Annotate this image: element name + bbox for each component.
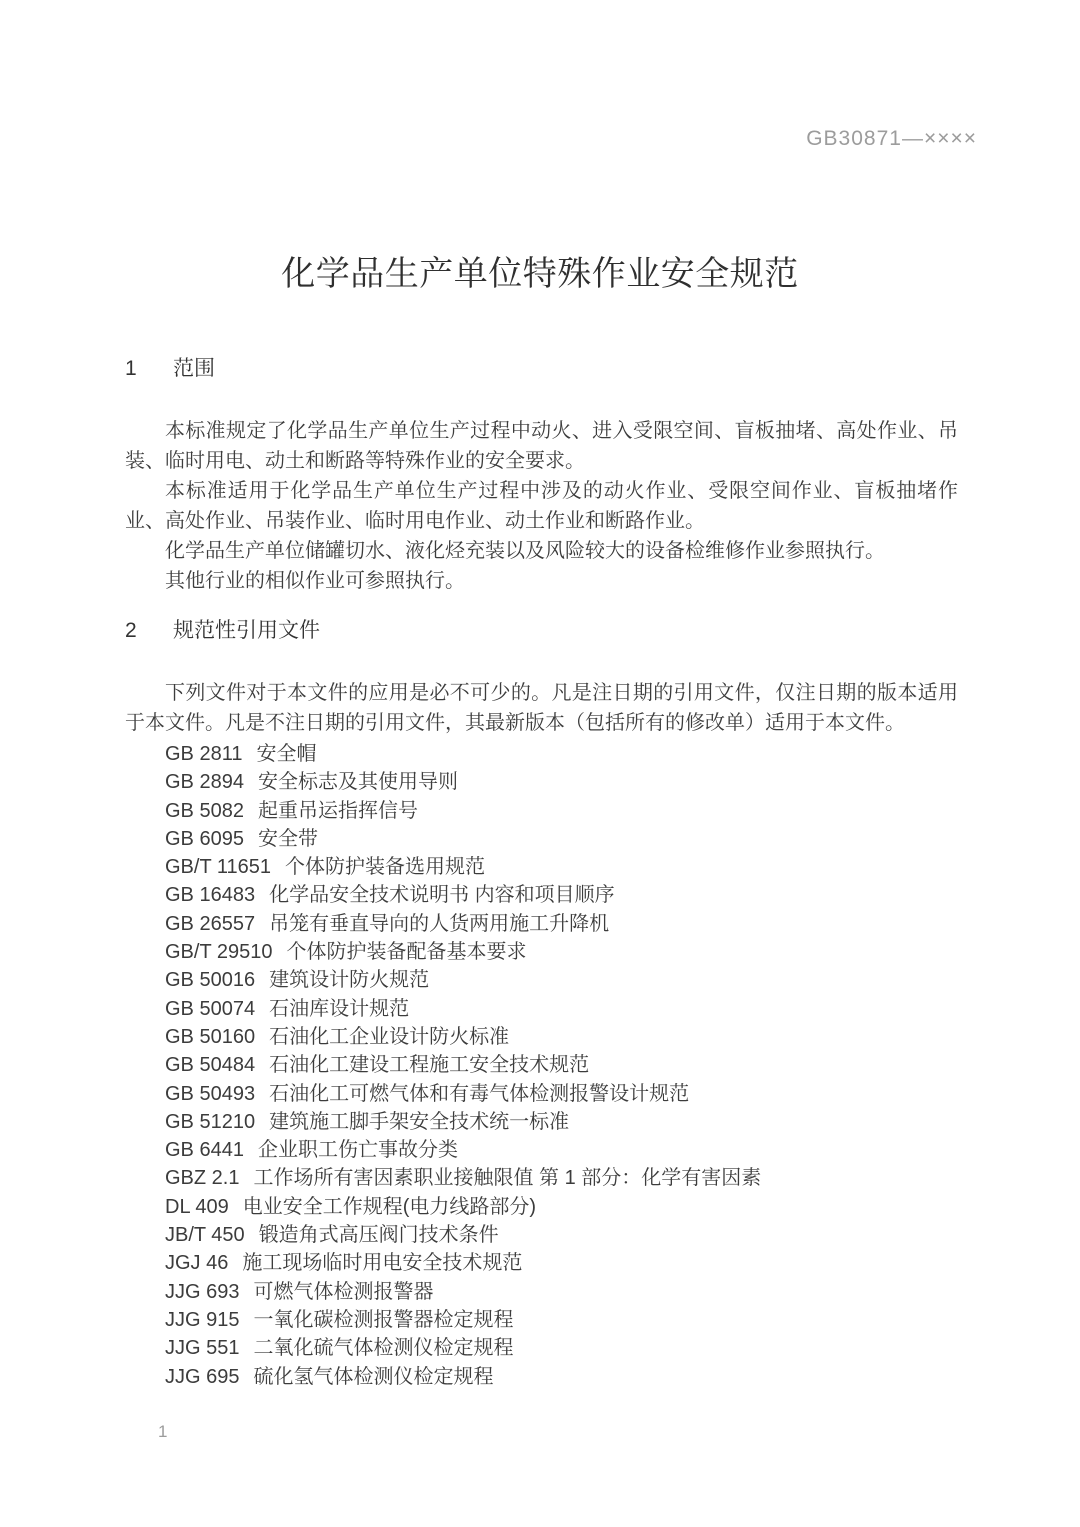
section-number: 2 bbox=[125, 619, 137, 642]
page-number: 1 bbox=[158, 1422, 168, 1441]
reference-item bbox=[165, 740, 958, 768]
reference-title: 安全帽 bbox=[256, 743, 317, 765]
reference-title: 石油库设计规范 bbox=[269, 997, 410, 1020]
reference-title: 锻造角式高压阀门技术条件 bbox=[258, 1224, 499, 1247]
reference-code: GB 2894 bbox=[165, 771, 244, 794]
reference-item bbox=[165, 1136, 958, 1164]
reference-item bbox=[165, 1306, 958, 1334]
reference-code: GB 5082 bbox=[165, 799, 244, 822]
reference-item bbox=[165, 853, 958, 881]
reference-item bbox=[165, 1023, 958, 1051]
reference-code: JJG 695 bbox=[165, 1365, 240, 1388]
paragraph: 下列文件对于本文件的应用是必不可少的。凡是注日期的引用文件，仅注日期的版本适用于本文件。凡是不注日期的引用文件，其最新版本（包括所有的修改单）适用于本文件。 bbox=[125, 682, 958, 734]
reference-item bbox=[165, 1080, 958, 1108]
reference-code: JJG 915 bbox=[165, 1308, 240, 1331]
section-title: 范围 bbox=[173, 357, 215, 380]
reference-item bbox=[165, 797, 958, 825]
reference-title: 化学品安全技术说明书 内容和项目顺序 bbox=[269, 884, 615, 907]
reference-code: GB 6095 bbox=[165, 827, 244, 850]
reference-code: JJG 551 bbox=[165, 1337, 240, 1360]
reference-title: 吊笼有垂直导向的人货两用施工升降机 bbox=[269, 912, 610, 935]
reference-title: 一氧化碳检测报警器检定规程 bbox=[253, 1308, 514, 1331]
section-paragraphs bbox=[125, 678, 958, 738]
reference-code: JJG 693 bbox=[165, 1280, 240, 1303]
reference-code: GBZ 2.1 bbox=[165, 1167, 240, 1190]
doc-title: 化学品生产单位特殊作业安全规范 bbox=[281, 255, 799, 293]
reference-title: 施工现场临时用电安全技术规范 bbox=[242, 1252, 523, 1275]
paragraph: 本标准适用于化学品生产单位生产过程中涉及的动火作业、受限空间作业、盲板抽堵作业、高处作业、吊装作业、临时用电作业、动土作业和断路作业。 bbox=[125, 480, 958, 532]
reference-title: 石油化工建设工程施工安全技术规范 bbox=[269, 1054, 590, 1077]
reference-item bbox=[165, 1108, 958, 1136]
reference-item bbox=[165, 1221, 958, 1249]
reference-title: 建筑施工脚手架安全技术统一标准 bbox=[269, 1110, 570, 1133]
reference-title: 安全标志及其使用导则 bbox=[257, 771, 458, 794]
reference-item bbox=[165, 966, 958, 994]
reference-code: GB 50484 bbox=[165, 1054, 256, 1077]
section bbox=[125, 618, 958, 1391]
reference-item bbox=[165, 995, 958, 1023]
reference-title: 工作场所有害因素职业接触限值 第 1 部分：化学有害因素 bbox=[253, 1167, 762, 1190]
reference-title: 电业安全工作规程(电力线路部分) bbox=[242, 1195, 537, 1218]
reference-code: GB/T 29510 bbox=[165, 941, 273, 964]
reference-item bbox=[165, 1164, 958, 1192]
reference-code: GB 6441 bbox=[165, 1139, 244, 1162]
reference-code: GB 16483 bbox=[165, 884, 256, 907]
reference-title: 可燃气体检测报警器 bbox=[253, 1280, 434, 1303]
reference-code: GB 50074 bbox=[165, 997, 256, 1020]
section-paragraphs bbox=[125, 416, 958, 596]
reference-code: GB 26557 bbox=[165, 912, 256, 935]
reference-item bbox=[165, 1193, 958, 1221]
reference-title: 硫化氢气体检测仪检定规程 bbox=[253, 1365, 494, 1388]
reference-item bbox=[165, 1249, 958, 1277]
reference-code: GB/T 11651 bbox=[165, 856, 271, 879]
section-heading bbox=[125, 618, 958, 644]
reference-code: GB 51210 bbox=[165, 1110, 256, 1133]
reference-title: 二氧化硫气体检测仪检定规程 bbox=[253, 1337, 514, 1360]
reference-title: 建筑设计防火规范 bbox=[269, 969, 430, 992]
section-number: 1 bbox=[125, 357, 137, 380]
section bbox=[125, 356, 958, 596]
reference-code: DL 409 bbox=[165, 1195, 229, 1218]
reference-title: 安全带 bbox=[257, 827, 318, 850]
reference-title: 企业职工伤亡事故分类 bbox=[257, 1139, 458, 1162]
reference-title: 个体防护装备选用规范 bbox=[285, 856, 485, 879]
doc-number: GB30871—×××× bbox=[806, 127, 977, 150]
reference-item bbox=[165, 1363, 958, 1391]
reference-item bbox=[165, 1051, 958, 1079]
paragraph: 本标准规定了化学品生产单位生产过程中动火、进入受限空间、盲板抽堵、高处作业、吊装、临时用电、动土和断路等特殊作业的安全要求。 bbox=[125, 420, 958, 472]
reference-item bbox=[165, 768, 958, 796]
paragraph: 其他行业的相似作业可参照执行。 bbox=[165, 570, 465, 592]
reference-item bbox=[165, 825, 958, 853]
reference-code: GB 50493 bbox=[165, 1082, 256, 1105]
reference-item bbox=[165, 1278, 958, 1306]
reference-title: 起重吊运指挥信号 bbox=[257, 799, 418, 822]
reference-code: JGJ 46 bbox=[165, 1252, 229, 1275]
reference-title: 个体防护装备配备基本要求 bbox=[286, 941, 527, 964]
reference-code: GB 2811 bbox=[165, 743, 243, 765]
section-heading bbox=[125, 356, 958, 382]
section-title: 规范性引用文件 bbox=[173, 619, 320, 642]
reference-item bbox=[165, 938, 958, 966]
paragraph: 化学品生产单位储罐切水、液化烃充装以及风险较大的设备检维修作业参照执行。 bbox=[165, 540, 885, 562]
reference-list bbox=[125, 740, 958, 1391]
document-body bbox=[125, 356, 958, 1391]
reference-title: 石油化工企业设计防火标准 bbox=[269, 1025, 510, 1048]
reference-item bbox=[165, 881, 958, 909]
reference-code: GB 50016 bbox=[165, 969, 256, 992]
reference-code: GB 50160 bbox=[165, 1025, 256, 1048]
reference-title: 石油化工可燃气体和有毒气体检测报警设计规范 bbox=[269, 1082, 690, 1105]
reference-item bbox=[165, 1334, 958, 1362]
reference-code: JB/T 450 bbox=[165, 1224, 245, 1247]
reference-item bbox=[165, 910, 958, 938]
